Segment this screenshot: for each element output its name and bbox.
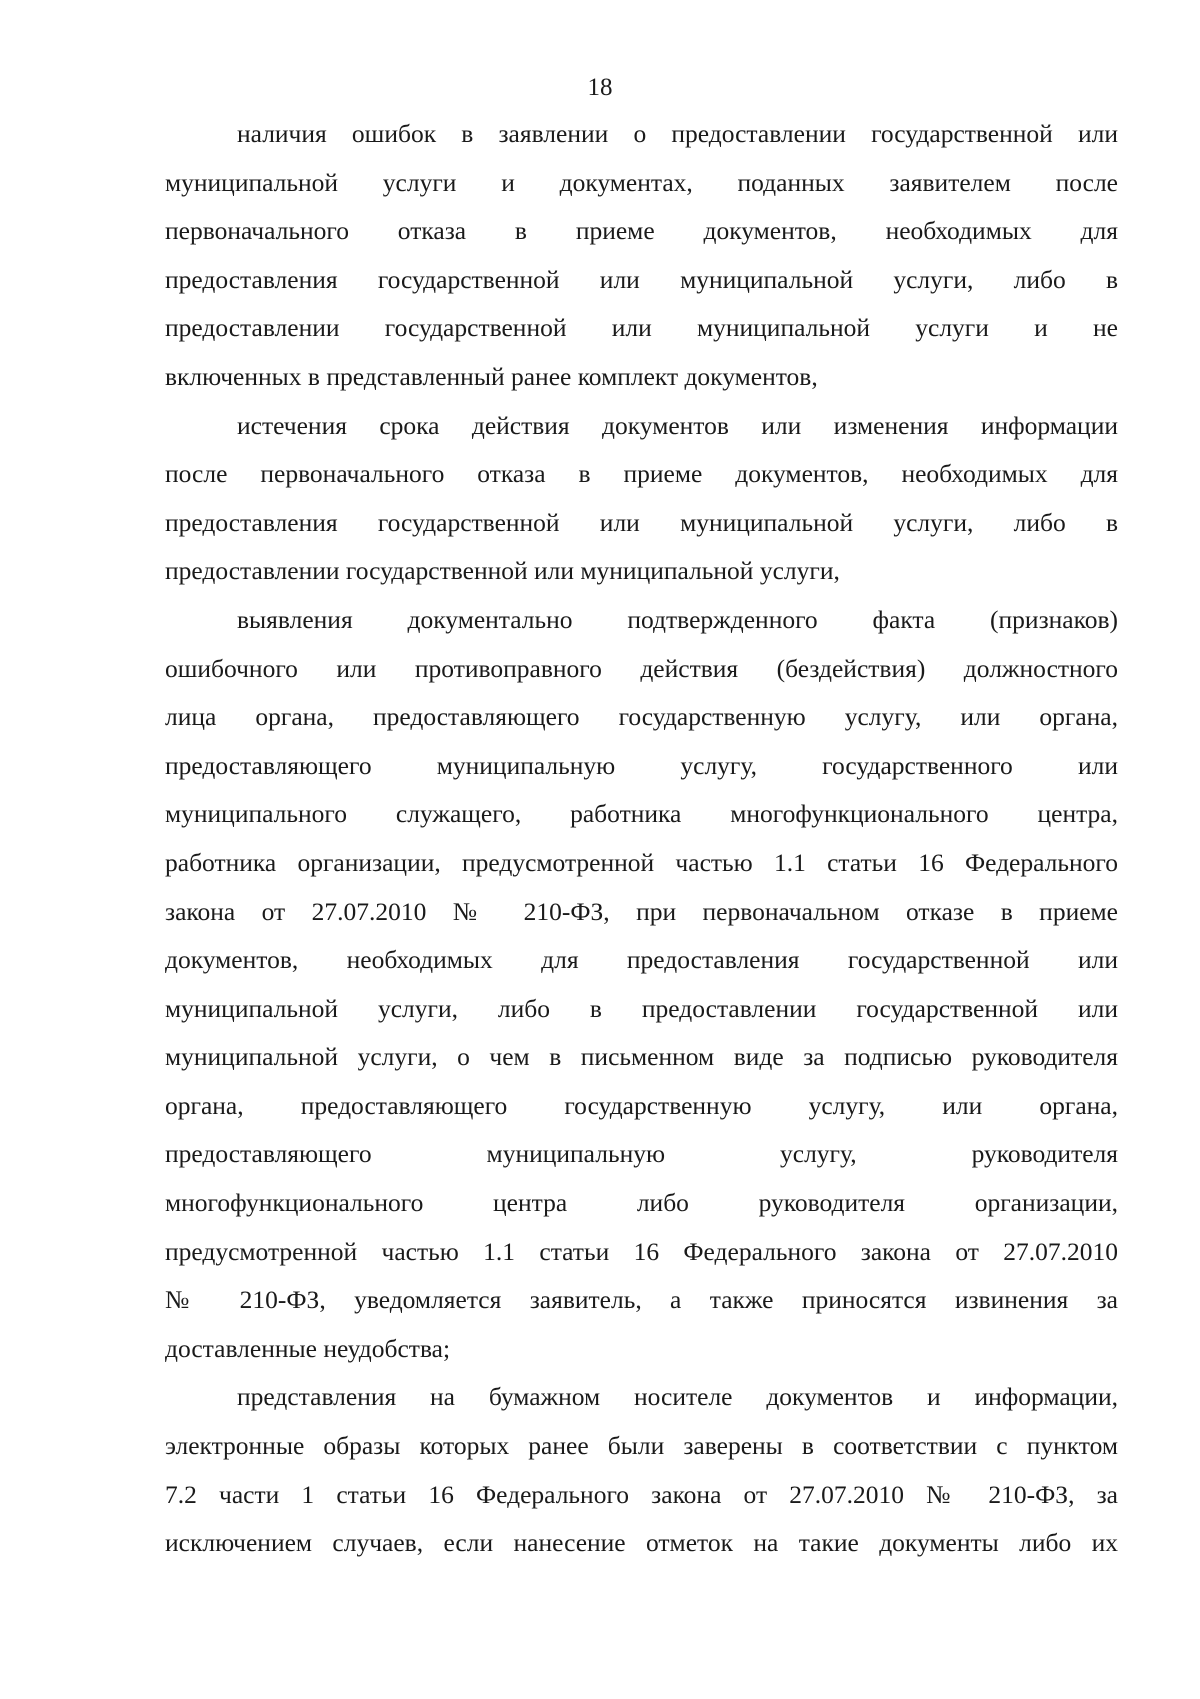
page-number: 18	[587, 74, 613, 101]
text-line: ошибочного или противоправного действия (бездействия) должностного	[165, 653, 1118, 683]
text-line: муниципальной услуги, либо в предоставлении государственной или	[165, 993, 1118, 1023]
text-line: наличия ошибок в заявлении о предоставлении государственной или	[237, 119, 1118, 148]
text-line: закона от 27.07.2010 № 210-ФЗ, при первоначальном отказе в приеме	[165, 896, 1118, 926]
text-line: работника организации, предусмотренной частью 1.1 статьи 16 Федерального	[165, 847, 1118, 877]
text-line: исключением случаев, если нанесение отметок на такие документы либо их	[165, 1528, 1118, 1558]
paragraph-errors-in-application	[165, 110, 1118, 402]
text-line: истечения срока действия документов или изменения информации	[237, 410, 1118, 440]
paragraph-paper-documents	[165, 1373, 1118, 1567]
paragraph-erroneous-action	[165, 596, 1118, 1374]
document-body	[165, 110, 1118, 1568]
text-line: многофункционального центра либо руководителя организации,	[165, 1188, 1118, 1218]
text-line: предоставляющего муниципальную услугу, государственного или	[165, 750, 1118, 780]
text-line: муниципальной услуги, о чем в письменном виде за подписью руководителя	[165, 1042, 1118, 1072]
text-line: муниципального служащего, работника многофункционального центра,	[165, 799, 1118, 829]
text-line: доставленные неудобства;	[165, 1333, 451, 1363]
text-line: выявления документально подтвержденного факта (признаков)	[237, 604, 1118, 634]
text-line: муниципальной услуги и документах, поданных заявителем после	[165, 167, 1118, 197]
paragraph-document-expiry	[165, 402, 1118, 596]
text-line: 7.2 части 1 статьи 16 Федерального закона от 27.07.2010 № 210-ФЗ, за	[165, 1479, 1118, 1509]
text-line: предоставлении государственной или муниципальной услуги,	[165, 556, 840, 586]
text-line: документов, необходимых для предоставления государственной или	[165, 945, 1118, 975]
text-line: предусмотренной частью 1.1 статьи 16 Федерального закона от 27.07.2010	[165, 1236, 1118, 1266]
text-line: после первоначального отказа в приеме документов, необходимых для	[165, 459, 1118, 489]
text-line: предоставления государственной или муниципальной услуги, либо в	[165, 264, 1118, 294]
text-line: органа, предоставляющего государственную услугу, или органа,	[165, 1090, 1118, 1120]
text-line: предоставлении государственной или муниципальной услуги и не	[165, 313, 1118, 343]
text-line: первоначального отказа в приеме документов, необходимых для	[165, 216, 1118, 246]
text-line: представления на бумажном носителе документов и информации,	[237, 1382, 1118, 1412]
text-line: включенных в представленный ранее комплект документов,	[165, 361, 818, 391]
text-line: лица органа, предоставляющего государственную услугу, или органа,	[165, 702, 1118, 732]
text-line: электронные образы которых ранее были заверены в соответствии с пунктом	[165, 1431, 1118, 1461]
text-line: предоставляющего муниципальную услугу, руководителя	[165, 1139, 1118, 1169]
text-line: № 210-ФЗ, уведомляется заявитель, а также приносятся извинения за	[165, 1285, 1118, 1315]
text-line: предоставления государственной или муниципальной услуги, либо в	[165, 507, 1118, 537]
